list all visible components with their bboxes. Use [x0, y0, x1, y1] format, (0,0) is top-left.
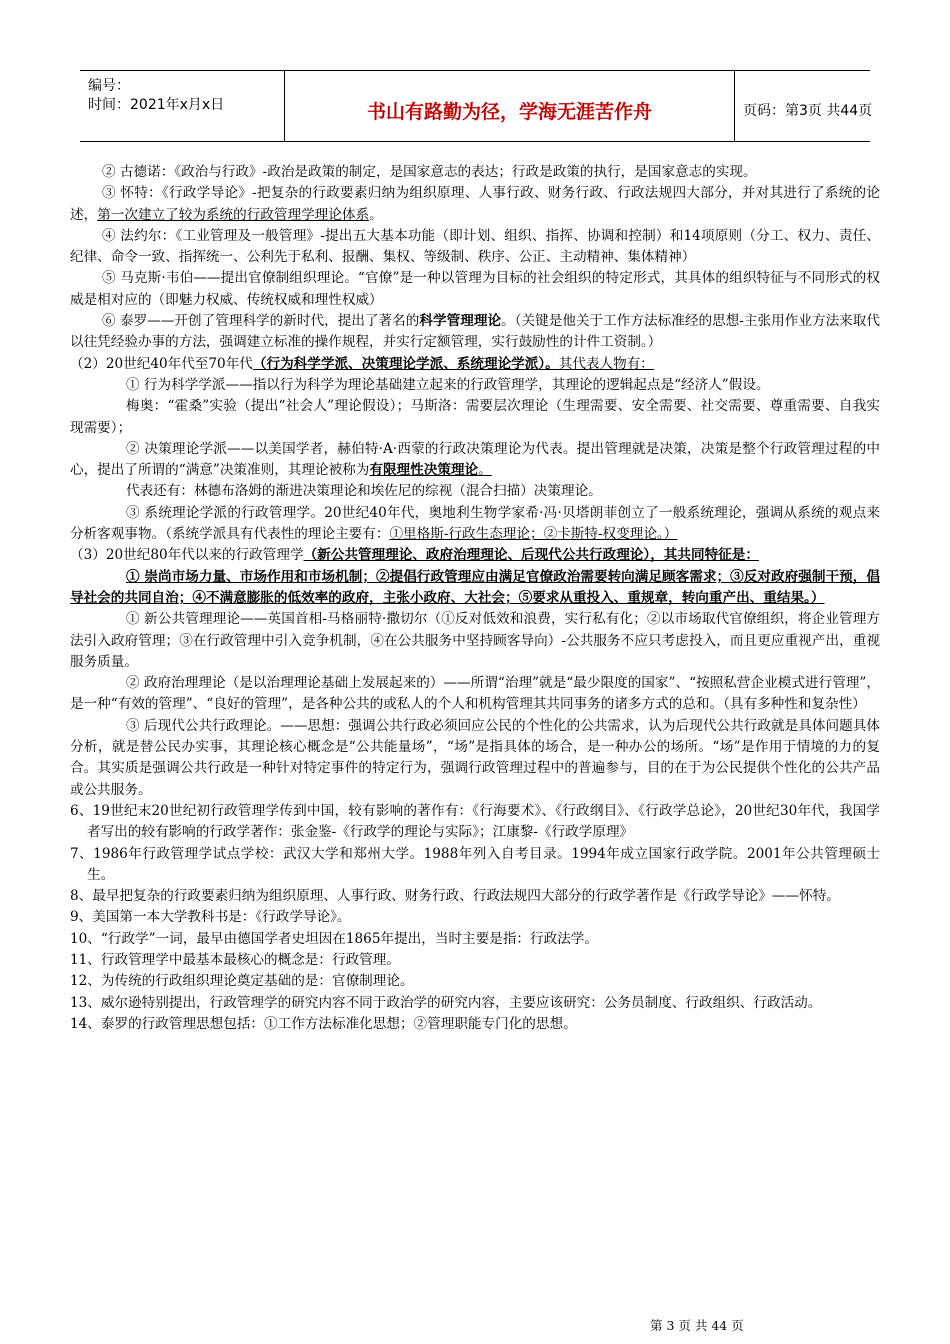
list-item: 14、泰罗的行政管理思想包括：①工作方法标准化思想；②管理职能专门化的思想。 [70, 1015, 577, 1032]
document-body [70, 162, 880, 1035]
header-motto: 书山有路勤为径，学海无涯苦作舟 [285, 71, 735, 141]
paragraph: ③ 后现代公共行政理论。——思想：强调公共行政必须回应公民的个性化的公共需求，认为后现代公共行政就是具体问题具体分析，就是替公民办实事，其理论核心概念是“公共能量场”，“场”是指具体的场合，是一种办公的场所。“场”是作用于情境的力的复合。其实质是强调公共行政是一种针对特定事件的特定行为，强调行政管理过程中的普遍参与，目的在于为公民提供个性化的公共产品或公共服务。 [70, 717, 880, 798]
header-page-label: 页码：第3页 共44页 [743, 103, 873, 119]
paragraph: 代表还有：林德布洛姆的渐进决策理论和埃佐尼的综视（混合扫描）决策理论。 [126, 483, 602, 500]
list-item: 13、威尔逊特别提出，行政管理学的研究内容不同于政治学的研究内容，主要应该研究：公务员制度、行政组织、行政活动。 [70, 994, 822, 1011]
underlined-text: 第一次建立了较为系统的行政管理学理论体系 [97, 206, 370, 223]
section-heading: （3）20世纪80年代以来的行政管理学（新公共管理理论、政府治理理论、后现代公共行政理论），其共同特征是： [70, 547, 759, 564]
time-label: 时间：2021年x月x日 [88, 97, 225, 113]
list-item: 6、19世纪末20世纪初行政管理学传到中国，较有影响的著作有：《行海要术》、《行政纲目》、《行政学总论》，20世纪30年代，我国学者写出的较有影响的行政学著作：张金鉴-《行政学的理论与实际》；江康黎-《行政学原理》 [70, 802, 880, 841]
list-item: 8、最早把复杂的行政要素归纳为组织原理、人事行政、财务行政、行政法规四大部分的行政学著作是《行政学导论》——怀特。 [70, 888, 840, 905]
paragraph: ⑥ 泰罗——开创了管理科学的新时代，提出了著名的科学管理理论。（关键是他关于工作方法标准经的思想-主张用作业方法来取代以往凭经验办事的方法，强调建立标准的操作规程，并实行定额管理，实行鼓励性的计件工资制。） [70, 313, 881, 351]
paragraph: ② 决策理论学派——以美国学者，赫伯特·A·西蒙的行政决策理论为代表。提出管理就是决策，决策是整个行政管理过程的中心，提出了所谓的“满意”决策准则，其理论被称为有限理性决策理论。 [70, 440, 880, 479]
underlined-bold-text: （行为科学学派、决策理论学派、系统理论学派）。 [252, 355, 559, 372]
paragraph: ③ 系统理论学派的行政管理学。20世纪40年代，奥地利生物学家希·冯·贝塔朗菲创立了一般系统理论，强调从系统的观点来分析客观事物。（系统学派具有代表性的理论主要有：①里格斯-行政生态理论；②卡斯特-权变理论。） [70, 504, 880, 543]
paragraph: ③ 怀特：《行政学导论》-把复杂的行政要素归纳为组织原理、人事行政、财务行政、行政法规四大部分，并对其进行了系统的论述，第一次建立了较为系统的行政管理学理论体系。 [70, 185, 880, 223]
paragraph: ② 古德诺：《政治与行政》-政治是政策的制定，是国家意志的表达；行政是政策的执行，是国家意志的实现。 [102, 164, 757, 180]
paragraph: ① 行为科学学派——指以行为科学为理论基础建立起来的行政管理学，其理论的逻辑起点是“经济人”假设。 [126, 376, 770, 393]
underlined-bold-text: 有限理性决策理论 [369, 462, 479, 479]
header-meta [80, 71, 285, 141]
list-item: 9、美国第一本大学教科书是：《行政学导论》。 [70, 909, 351, 926]
underlined-bold-text: （新公共管理理论、政府治理理论、后现代公共行政理论），其共同特征是： [303, 547, 759, 564]
number-label: 编号： [88, 78, 130, 94]
list-item: 10、“行政学”一词，最早由德国学者史坦因在1865年提出，当时主要是指：行政法学。 [70, 930, 598, 947]
underlined-text: ①里格斯-行政生态理论；②卡斯特-权变理论。） [389, 526, 678, 543]
paragraph: ② 政府治理理论（是以治理理论基础上发展起来的）——所谓“治理”就是“最少限度的国家”、“按照私营企业模式进行管理”，是一种“有效的管理”、“良好的管理”，是各种公共的或私人的个人和机构管理其共同事务的诸多方式的总和。（具有多种性和复杂性） [70, 675, 880, 713]
paragraph: 梅奥：“霍桑”实验（提出“社会人”理论假设）；马斯洛：需要层次理论（生理需要、安全需要、社交需要、尊重需要、自我实现需要）； [70, 398, 880, 436]
list-item: 12、为传统的行政组织理论奠定基础的是：官僚制理论。 [70, 973, 414, 990]
page-footer: 第 3 页 共 44 页 [650, 1318, 744, 1333]
paragraph-emphasis: ① 崇尚市场力量、市场作用和市场机制；②提倡行政管理应由满足官僚政治需要转向满足顾客需求；③反对政府强制干预，倡导社会的共同自治；④不满意膨胀的低效率的政府，主张小政府、大社会；⑤要求从重投入、重规章，转向重产出、重结果。） [70, 568, 880, 606]
paragraph: ⑤ 马克斯·韦伯——提出官僚制组织理论。“官僚”是一种以管理为目标的社会组织的特定形式，其具体的组织特征与不同形式的权威是相对应的（即魅力权威、传统权威和理性权威） [70, 270, 880, 308]
section-heading: （2）20世纪40年代至70年代（行为科学学派、决策理论学派、系统理论学派）。其代表人物有： [70, 355, 654, 372]
bold-text: 科学管理理论 [419, 313, 502, 330]
page-header [80, 70, 873, 142]
list-item: 11、行政管理学中最基本最核心的概念是：行政管理。 [70, 951, 400, 968]
paragraph: ④ 法约尔：《工业管理及一般管理》-提出五大基本功能（即计划、组织、指挥、协调和控制）和14项原则（分工、权力、责任、纪律、命令一致、指挥统一、公利先于私利、报酬、集权、等级制、秩序、公正、主动精神、集体精神） [70, 227, 880, 266]
list-item: 7、1986年行政管理学试点学校：武汉大学和郑州大学。1988年列入自考目录。1994年成立国家行政学院。2001年公共管理硕士生。 [70, 845, 880, 883]
paragraph: ① 新公共管理理论——英国首相-马格丽特·撒切尔（①反对低效和浪费，实行私有化；②以市场取代官僚组织，将企业管理方法引入政府管理；③在行政管理中引入竞争机制，④在公共服务中坚持顾客导向）-公共服务不应只考虑投入，而且更应重视产出，重视服务质量。 [70, 611, 880, 670]
